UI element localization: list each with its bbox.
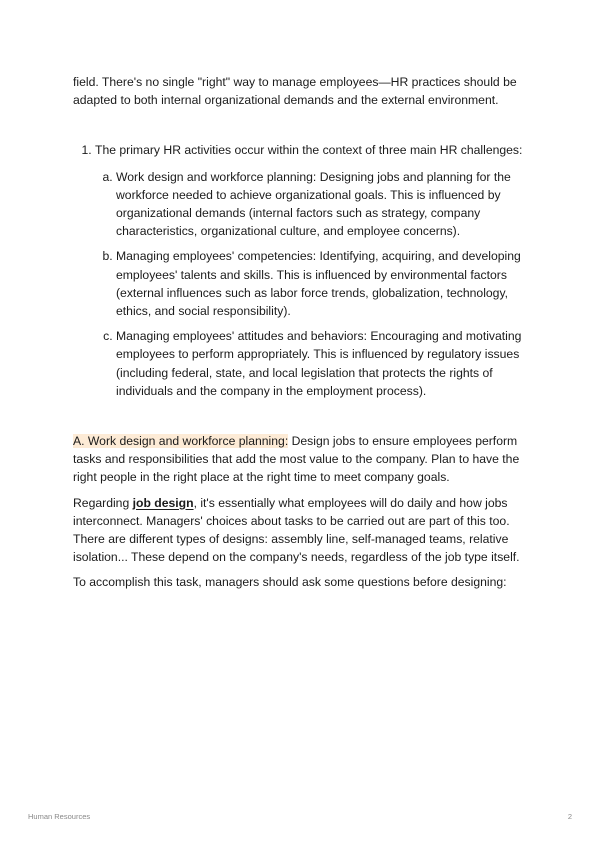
list-item xyxy=(95,141,533,400)
sub-list-item: c. Managing employees' attitudes and behaviors: Encouraging and motivating employees to perform appropriately. This is influenced by regulatory issues (including federal, state, and local legislation that protects the rights of individuals and the company in the employment process). xyxy=(116,327,533,400)
intro-paragraph: field. There's no single "right" way to manage employees—HR practices should be adapted to both internal organizational demands and the external environment. xyxy=(73,75,517,108)
section-a-paragraph xyxy=(73,432,533,487)
sub-list xyxy=(95,168,533,400)
section-a-text: Design jobs to ensure employees perform tasks and responsibilities that add the most value to the company. Plan to have the right people in the right place at the right time to meet company goals. xyxy=(73,434,520,485)
job-design-text: , it's essentially what employees will do daily and how jobs interconnect. Managers' choices about tasks to be carried out are part of this too. There are different types of designs: assembly line, self-managed teams, relative isolation... These depend on the company's needs, regardless of the job type itself. xyxy=(73,495,520,565)
list-item-text: The primary HR activities occur within the context of three main HR challenges: xyxy=(95,143,523,158)
sub-list-item: a. Work design and workforce planning: Designing jobs and planning for the workforce needed to achieve organizational goals. This is influenced by organizational demands (internal factors such as strategy, company characteristics, organizational culture, and employee concerns). xyxy=(116,168,533,241)
page-number: 2 xyxy=(567,812,572,821)
questions-paragraph: To accomplish this task, managers should ask some questions before designing: xyxy=(73,575,507,590)
hr-challenges-list xyxy=(73,141,533,400)
job-design-paragraph xyxy=(73,494,533,567)
highlighted-heading: A. Work design and workforce planning: xyxy=(73,434,289,449)
job-design-lead: Regarding xyxy=(73,495,133,510)
sub-list-item: b. Managing employees' competencies: Identifying, acquiring, and developing employees' talents and skills. This is influenced by environmental factors (external influences such as labor force trends, globalization, technology, ethics, and social responsibility). xyxy=(116,247,533,320)
footer-title: Human Resources xyxy=(28,812,91,821)
page-content xyxy=(73,73,533,599)
job-design-term: job design xyxy=(132,495,194,510)
section-a xyxy=(73,432,533,592)
